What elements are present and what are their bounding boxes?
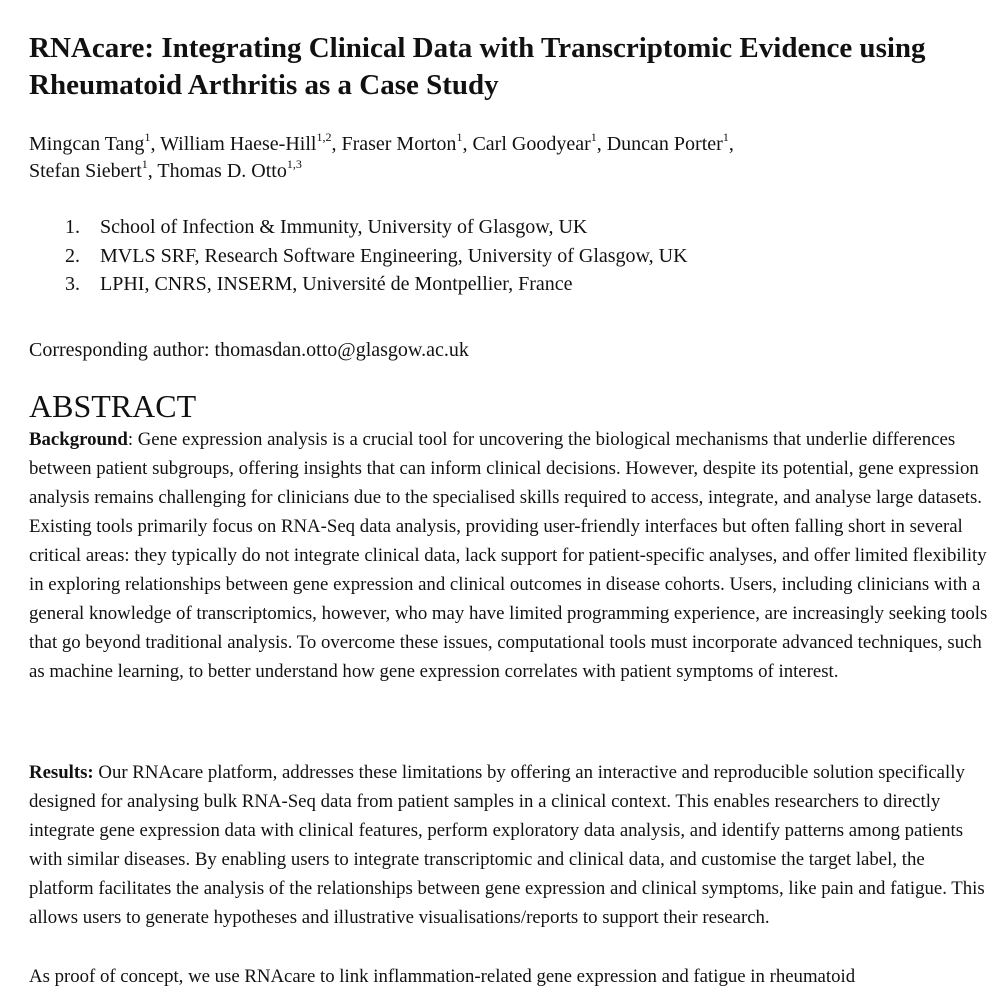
author-name: Fraser Morton (341, 133, 457, 155)
author-4 (472, 130, 607, 155)
author-name: Carl Goodyear (472, 133, 591, 155)
author-separator: , (147, 160, 158, 182)
abstract-continuation: As proof of concept, we use RNAcare to link inflammation-related gene expression and fatigue in rheumatoid (29, 966, 856, 987)
background-text: Gene expression analysis is a crucial tool for uncovering the biological mechanisms that underlie differences between patient subgroups, offering insights that can inform clinical decisions. However, despite its potential, gene expression analysis remains challenging for clinicians due to the specialised skills required to access, integrate, and analyse large datasets. Existing tools primarily focus on RNA-Seq data analysis, providing user-friendly interfaces but often falling short in several critical areas: they typically do not integrate clinical data, lack support for patient-specific analyses, and offer limited flexibility in exploring relationships between gene expression and clinical outcomes in disease cohorts. Users, including clinicians with a general knowledge of transcriptomics, however, who may have limited programming experience, are increasingly seeking tools that go beyond traditional analysis. To overcome these issues, computational tools must incorporate advanced techniques, such as machine learning, to better understand how gene expression correlates with patient symptoms of interest. (29, 429, 988, 682)
author-5 (606, 130, 734, 155)
author-affiliation-mark: 1 (722, 130, 729, 145)
corresponding-author: Corresponding author: thomasdan.otto@glasgow.ac.uk (29, 339, 469, 361)
affiliation-number: 3. (65, 273, 80, 295)
author-3 (341, 130, 473, 155)
affiliation-number: 2. (65, 244, 80, 267)
author-separator: , (596, 133, 607, 155)
author-name: Mingcan Tang (29, 133, 145, 155)
background-label: Background (29, 429, 128, 450)
affiliation-text: LPHI, CNRS, INSERM, Université de Montpellier, France (100, 273, 573, 295)
affiliation-number: 1. (65, 216, 80, 238)
background-separator: : (127, 429, 134, 450)
author-7 (157, 157, 302, 182)
author-affiliation-mark: 1 (456, 130, 463, 145)
affiliation-item (29, 270, 991, 299)
affiliation-text: MVLS SRF, Research Software Engineering, University of Glasgow, UK (100, 244, 688, 267)
results-text: Our RNAcare platform, addresses these limitations by offering an interactive and reproducible solution specifically designed for analysing bulk RNA-Seq data from patient samples in a clinical context. This enables researchers to directly integrate gene expression data with clinical features, perform exploratory data analysis, and identify patterns among patients with similar diseases. By enabling users to integrate transcriptomic and clinical data, and customise the target label, the platform facilitates the analysis of the relationships between gene expression and clinical symptoms, like pain and fatigue. This allows users to generate hypotheses and illustrative visualisations/reports to support their research. (29, 762, 985, 928)
abstract-heading: ABSTRACT (29, 388, 197, 424)
author-separator: , (150, 133, 161, 155)
author-separator: , (462, 133, 473, 155)
author-affiliation-mark: 1 (141, 157, 148, 172)
results-label: Results: (29, 762, 94, 783)
author-name: Stefan Siebert (29, 160, 142, 182)
author-1 (29, 130, 161, 155)
author-name: William Haese-Hill (160, 133, 317, 155)
author-affiliation-mark: 1 (144, 130, 151, 145)
author-separator: , (728, 133, 734, 155)
author-affiliation-mark: 1,3 (286, 157, 302, 172)
author-6 (29, 157, 158, 182)
paper-title: RNAcare: Integrating Clinical Data with Transcriptomic Evidence using Rheumatoid Arthritis as a Case Study (29, 32, 926, 101)
author-affiliation-mark: 1,2 (316, 130, 332, 145)
abstract-results (29, 759, 991, 933)
affiliation-item (29, 213, 991, 242)
affiliation-text: School of Infection & Immunity, University of Glasgow, UK (100, 216, 588, 238)
affiliation-item (29, 242, 991, 271)
abstract-background (29, 426, 991, 687)
author-name: Duncan Porter (606, 133, 723, 155)
author-separator: , (331, 133, 342, 155)
author-name: Thomas D. Otto (157, 160, 287, 182)
affiliation-list (29, 213, 991, 299)
author-affiliation-mark: 1 (590, 130, 597, 145)
author-2 (160, 130, 342, 155)
author-list (29, 131, 991, 185)
